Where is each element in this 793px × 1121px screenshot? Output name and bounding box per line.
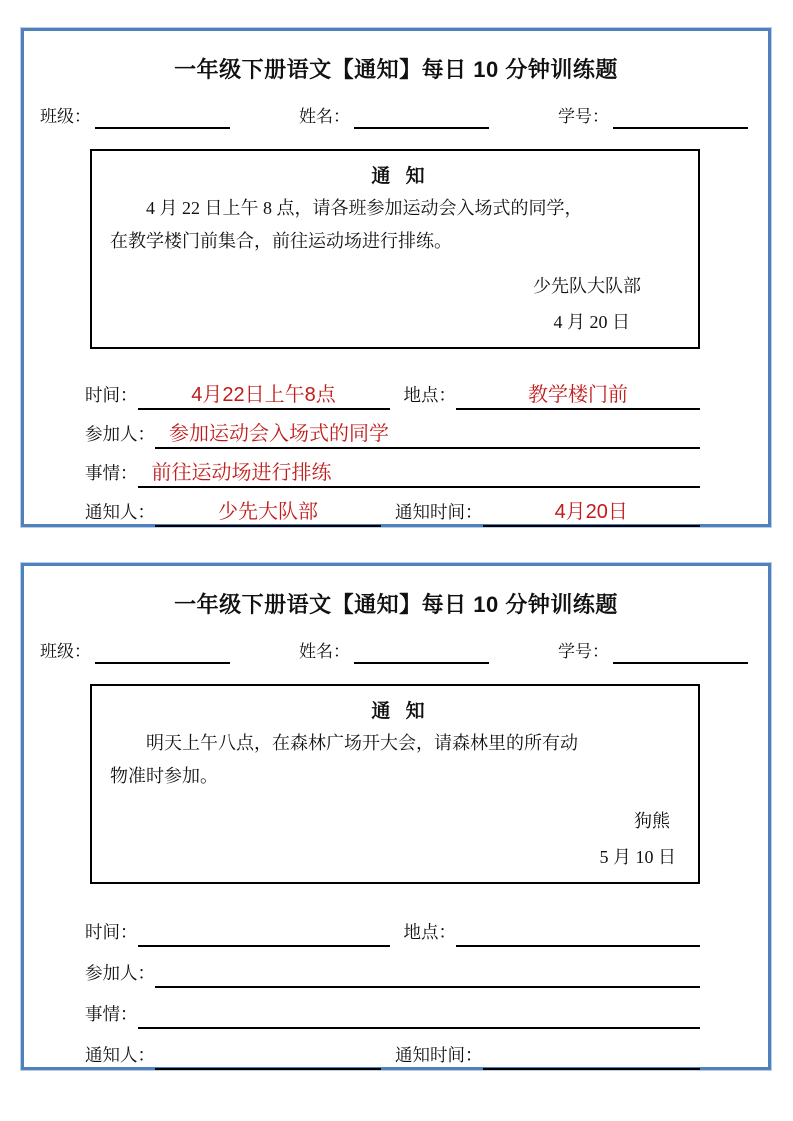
notice-time-answer-blank: 4月20日 xyxy=(483,499,701,527)
worksheet-panel-2 xyxy=(21,563,771,1070)
name-label: 姓名： xyxy=(299,107,350,126)
notice-signer: 狗熊 xyxy=(634,811,670,831)
matter-row xyxy=(85,988,700,1029)
notifier-row xyxy=(85,1029,700,1070)
matter-label: 事情： xyxy=(85,463,138,483)
time-place-row xyxy=(85,371,700,410)
time-place-row xyxy=(85,906,700,947)
participants-row xyxy=(85,947,700,988)
worksheet-panel-1 xyxy=(21,28,771,527)
notice-date: 4 月 20 日 xyxy=(553,312,630,332)
notifier-label: 通知人： xyxy=(85,502,155,522)
place-label: 地点： xyxy=(403,385,456,405)
student-id-label: 学号： xyxy=(558,107,609,126)
time-answer-blank: 4月22日上午8点 xyxy=(138,382,390,410)
notice-time-label: 通知时间： xyxy=(395,1045,483,1065)
time-label: 时间： xyxy=(85,922,138,942)
worksheet-title: 一年级下册语文【通知】每日 10 分钟训练题 xyxy=(174,57,618,82)
matter-answer-blank xyxy=(138,1001,701,1029)
name-field xyxy=(299,102,489,129)
notifier-row xyxy=(85,488,700,527)
student-id-blank xyxy=(613,109,748,129)
student-id-label: 学号： xyxy=(558,642,609,661)
notice-date: 5 月 10 日 xyxy=(599,847,676,867)
participants-label: 参加人： xyxy=(85,963,155,983)
class-blank xyxy=(95,109,230,129)
time-answer-blank xyxy=(138,919,390,947)
notifier-label: 通知人： xyxy=(85,1045,155,1065)
notice-body-line-2: 物准时参加。 xyxy=(110,766,218,786)
worksheet-title: 一年级下册语文【通知】每日 10 分钟训练题 xyxy=(174,592,618,617)
name-field xyxy=(299,637,489,664)
answers-section xyxy=(85,371,700,527)
participants-row xyxy=(85,410,700,449)
notice-heading: 通 知 xyxy=(371,701,425,722)
name-label: 姓名： xyxy=(299,642,350,661)
notice-body-line-1: 明天上午八点，在森林广场开大会，请森林里的所有动 xyxy=(146,733,578,753)
notice-box xyxy=(90,149,700,349)
class-field xyxy=(40,102,230,129)
matter-label: 事情： xyxy=(85,1004,138,1024)
class-label: 班级： xyxy=(40,107,91,126)
place-answer-blank: 教学楼门前 xyxy=(456,382,700,410)
student-id-field xyxy=(558,637,748,664)
notifier-answer-blank xyxy=(155,1042,381,1070)
place-label: 地点： xyxy=(403,922,456,942)
student-info-row xyxy=(40,637,748,664)
notice-signer: 少先队大队部 xyxy=(533,276,641,296)
participants-answer-blank xyxy=(155,960,700,988)
participants-answer-blank: 参加运动会入场式的同学 xyxy=(155,421,700,449)
class-label: 班级： xyxy=(40,642,91,661)
matter-row xyxy=(85,449,700,488)
student-id-blank xyxy=(613,644,748,664)
notice-time-label: 通知时间： xyxy=(395,502,483,522)
participants-label: 参加人： xyxy=(85,424,155,444)
class-blank xyxy=(95,644,230,664)
notifier-answer-blank: 少先大队部 xyxy=(155,499,381,527)
notice-body-line-2: 在教学楼门前集合，前往运动场进行排练。 xyxy=(110,231,452,251)
time-label: 时间： xyxy=(85,385,138,405)
notice-time-answer-blank xyxy=(483,1042,701,1070)
student-id-field xyxy=(558,102,748,129)
class-field xyxy=(40,637,230,664)
place-answer-blank xyxy=(456,919,700,947)
notice-heading: 通 知 xyxy=(371,166,425,187)
name-blank xyxy=(354,109,489,129)
notice-box xyxy=(90,684,700,884)
student-info-row xyxy=(40,102,748,129)
name-blank xyxy=(354,644,489,664)
notice-body-line-1: 4 月 22 日上午 8 点，请各班参加运动会入场式的同学， xyxy=(146,198,583,218)
matter-answer-blank: 前往运动场进行排练 xyxy=(138,460,701,488)
answers-section xyxy=(85,906,700,1070)
